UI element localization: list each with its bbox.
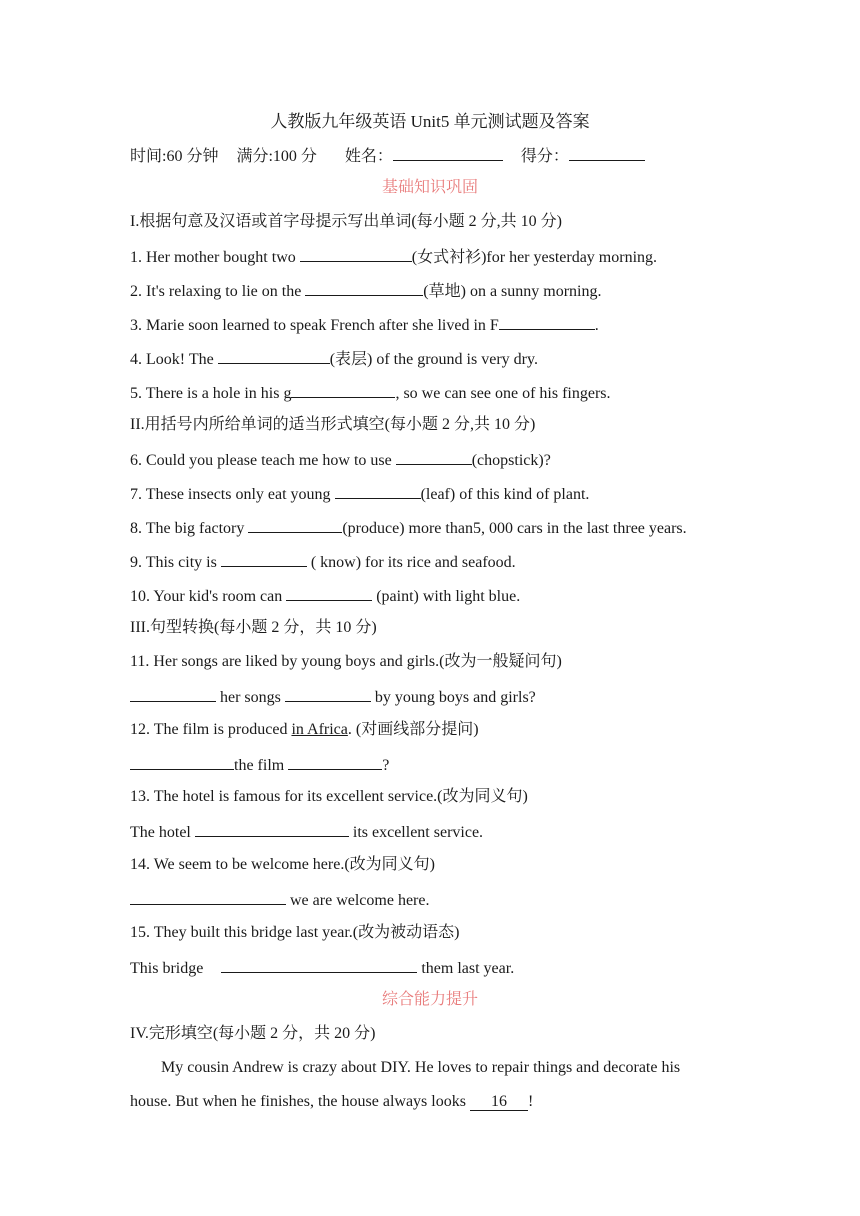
name-blank[interactable] (393, 142, 503, 161)
answer-text: ? (382, 757, 390, 774)
question-1 (130, 243, 760, 269)
question-9 (130, 548, 760, 574)
question-text: 6. Could you please teach me how to use (130, 452, 396, 469)
answer-blank[interactable] (130, 751, 234, 770)
answer-blank[interactable] (291, 379, 395, 398)
answer-blank[interactable] (499, 311, 595, 330)
answer-text: its excellent service. (348, 824, 484, 841)
question-text: (paint) with light blue. (372, 588, 521, 605)
answer-text: we are welcome here. (286, 892, 430, 909)
answer-text: the film (234, 757, 289, 774)
question-7 (130, 480, 760, 506)
question-text: (leaf) of this kind of plant. (420, 486, 590, 503)
question-text: , so we can see one of his fingers. (395, 385, 611, 402)
cloze-paragraph-line-1: My cousin Andrew is crazy about DIY. He loves to repair things and decorate his (161, 1059, 681, 1076)
underlined-phrase: in Africa (291, 721, 348, 738)
cloze-paragraph-line-2 (130, 1089, 760, 1115)
question-text: . (对画线部分提问) (347, 721, 479, 738)
exam-info (130, 142, 760, 168)
part3-heading: III.句型转换(每小题 2 分，共 10 分) (130, 619, 377, 636)
question-text: 10. Your kid's room can (130, 588, 287, 605)
question-5 (130, 379, 760, 405)
score-blank[interactable] (569, 142, 645, 161)
answer-text: This bridge (130, 960, 208, 977)
answer-blank[interactable] (305, 277, 423, 296)
question-text: 12. The film is produced (130, 721, 292, 738)
answer-blank[interactable] (130, 886, 286, 905)
answer-blank[interactable] (288, 751, 382, 770)
question-11: 11. Her songs are liked by young boys and girls.(改为一般疑问句) (130, 653, 562, 670)
question-text: . (594, 317, 599, 334)
question-2 (130, 277, 760, 303)
answer-15 (130, 954, 760, 980)
answer-11 (130, 683, 760, 709)
question-12 (130, 717, 760, 743)
answer-blank[interactable] (221, 954, 417, 973)
full-score: 满分:100 分 (236, 148, 317, 165)
paragraph-text: house. But when he finishes, the house always looks (130, 1093, 470, 1110)
part2-heading: II.用括号内所给单词的适当形式填空(每小题 2 分,共 10 分) (130, 416, 536, 433)
cloze-blank-16[interactable]: 16 (470, 1092, 528, 1111)
paragraph-text: ! (527, 1093, 534, 1110)
question-text: (表层) of the ground is very dry. (329, 351, 538, 368)
answer-text: them last year. (417, 960, 515, 977)
question-13: 13. The hotel is famous for its excellent service.(改为同义句) (130, 788, 528, 805)
time-limit: 时间:60 分钟 (130, 148, 219, 165)
answer-blank[interactable] (195, 818, 349, 837)
answer-text: The hotel (130, 824, 195, 841)
question-text: (草地) on a sunny morning. (423, 283, 602, 300)
question-text: 4. Look! The (130, 351, 218, 368)
question-text: 1. Her mother bought two (130, 249, 300, 266)
answer-blank[interactable] (285, 683, 371, 702)
answer-12 (130, 751, 760, 777)
answer-text: her songs (216, 689, 285, 706)
question-text: (produce) more than5, 000 cars in the last three years. (342, 520, 687, 537)
name-label: 姓名： (344, 148, 393, 165)
question-14: 14. We seem to be welcome here.(改为同义句) (130, 856, 435, 873)
question-8 (130, 514, 760, 540)
question-6 (130, 446, 760, 472)
answer-blank[interactable] (286, 582, 372, 601)
answer-blank[interactable] (335, 480, 421, 499)
question-text: 3. Marie soon learned to speak French after she lived in F (130, 317, 499, 334)
score-label: 得分： (520, 148, 569, 165)
question-text: (女式衬衫)for her yesterday morning. (411, 249, 658, 266)
question-text: ( know) for its rice and seafood. (306, 554, 516, 571)
question-4 (130, 345, 760, 371)
answer-blank[interactable] (218, 345, 330, 364)
question-text: 8. The big factory (130, 520, 249, 537)
answer-blank[interactable] (300, 243, 412, 262)
answer-blank[interactable] (221, 548, 307, 567)
part4-heading: IV.完形填空(每小题 2 分，共 20 分) (130, 1025, 376, 1042)
question-text: 2. It's relaxing to lie on the (130, 283, 306, 300)
answer-blank[interactable] (130, 683, 216, 702)
answer-blank[interactable] (248, 514, 342, 533)
question-15: 15. They built this bridge last year.(改为被动语态) (130, 924, 460, 941)
question-text: (chopstick)? (471, 452, 551, 469)
answer-13 (130, 818, 760, 844)
section-heading-basic: 基础知识巩固 (381, 179, 478, 196)
answer-blank[interactable] (396, 446, 472, 465)
page-title: 人教版九年级英语 Unit5 单元测试题及答案 (270, 112, 590, 131)
question-10 (130, 582, 760, 608)
question-text: 5. There is a hole in his g (130, 385, 292, 402)
answer-text: by young boys and girls? (370, 689, 536, 706)
part1-heading: I.根据句意及汉语或首字母提示写出单词(每小题 2 分,共 10 分) (130, 213, 562, 230)
section-heading-advanced: 综合能力提升 (381, 991, 478, 1008)
question-3 (130, 311, 760, 337)
question-text: 9. This city is (130, 554, 221, 571)
answer-14 (130, 886, 760, 912)
question-text: 7. These insects only eat young (130, 486, 335, 503)
